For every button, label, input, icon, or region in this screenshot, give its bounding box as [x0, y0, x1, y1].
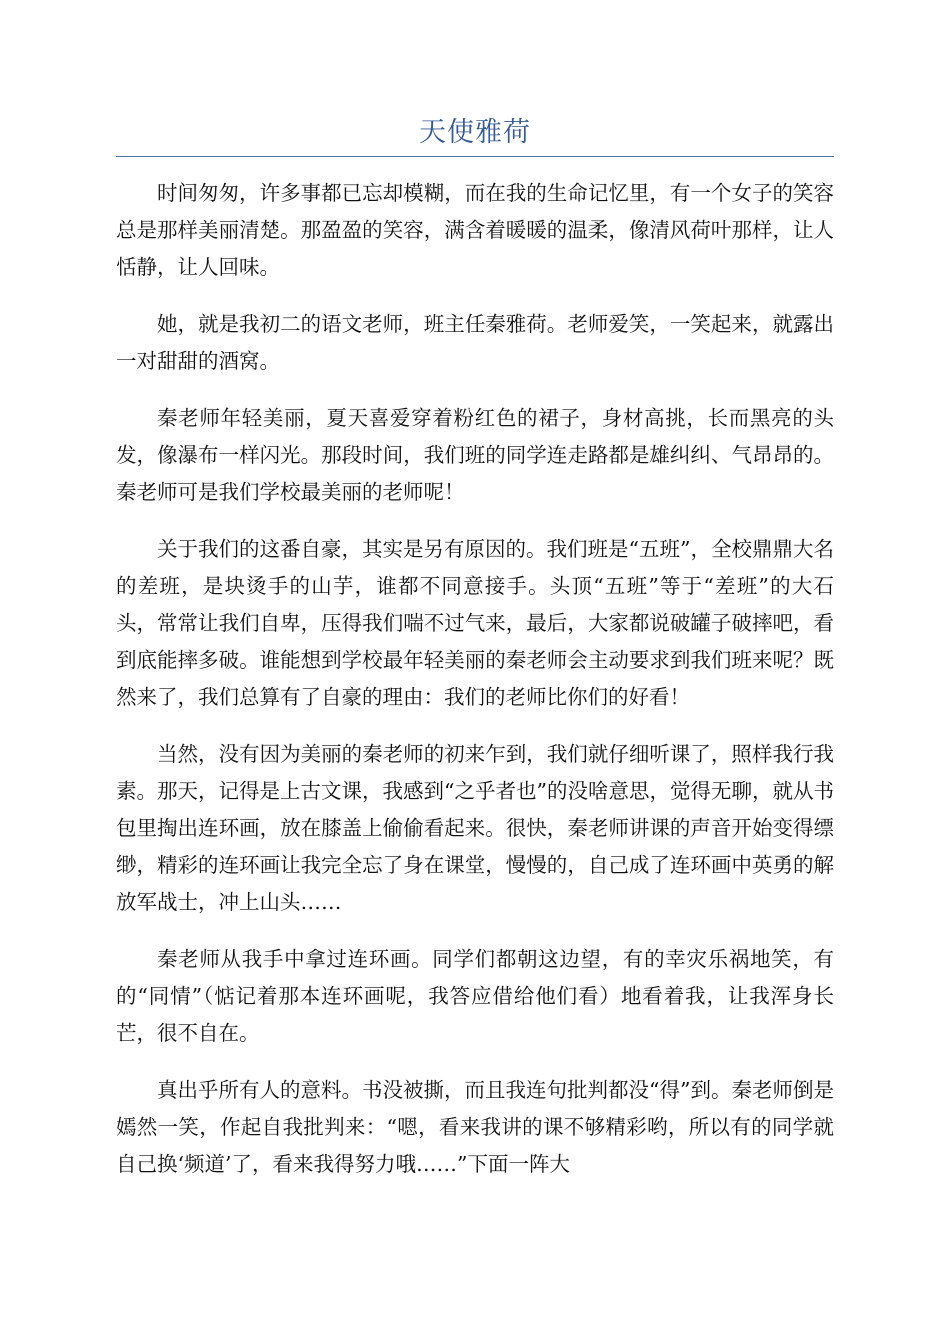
document-body	[116, 175, 834, 1203]
paragraph-3: 秦老师年轻美丽，夏天喜爱穿着粉红色的裙子，身材高挑，长而黑亮的头发，像瀑布一样闪光。那段时间，我们班的同学连走路都是雄纠纠、气昂昂的。秦老师可是我们学校最美丽的老师呢！	[116, 406, 834, 504]
document-title: 天使雅荷	[419, 117, 531, 148]
paragraph-5: 当然，没有因为美丽的秦老师的初来乍到，我们就仔细听课了，照样我行我素。那天，记得是上古文课，我感到“之乎者也”的没啥意思，觉得无聊，就从书包里掏出连环画，放在膝盖上偷偷看起来。很快，秦老师讲课的声音开始变得缥缈，精彩的连环画让我完全忘了身在课堂，慢慢的，自己成了连环画中英勇的解放军战士，冲上山头……	[116, 742, 834, 914]
paragraph-4: 关于我们的这番自豪，其实是另有原因的。我们班是“五班”，全校鼎鼎大名的差班，是块烫手的山芋，谁都不同意接手。头顶“五班”等于“差班”的大石头，常常让我们自卑，压得我们喘不过气来，最后，大家都说破罐子破摔吧，看到底能摔多破。谁能想到学校最年轻美丽的秦老师会主动要求到我们班来呢？既然来了，我们总算有了自豪的理由：我们的老师比你们的好看！	[116, 537, 834, 709]
paragraph-1: 时间匆匆，许多事都已忘却模糊，而在我的生命记忆里，有一个女子的笑容总是那样美丽清楚。那盈盈的笑容，满含着暖暖的温柔，像清风荷叶那样，让人恬静，让人回味。	[116, 181, 834, 279]
paragraph-7: 真出乎所有人的意料。书没被撕，而且我连句批判都没“得”到。秦老师倒是嫣然一笑，作起自我批判来：“嗯，看来我讲的课不够精彩哟，所以有的同学就自己换‘频道’了，看来我得努力哦……”下面一阵大	[116, 1078, 834, 1176]
paragraph-2: 她，就是我初二的语文老师，班主任秦雅荷。老师爱笑，一笑起来，就露出一对甜甜的酒窝。	[116, 312, 834, 373]
title-block	[116, 110, 834, 157]
paragraph-6: 秦老师从我手中拿过连环画。同学们都朝这边望，有的幸灾乐祸地笑，有的“同情”（惦记着那本连环画呢，我答应借给他们看）地看着我，让我浑身长芒，很不自在。	[116, 947, 834, 1045]
